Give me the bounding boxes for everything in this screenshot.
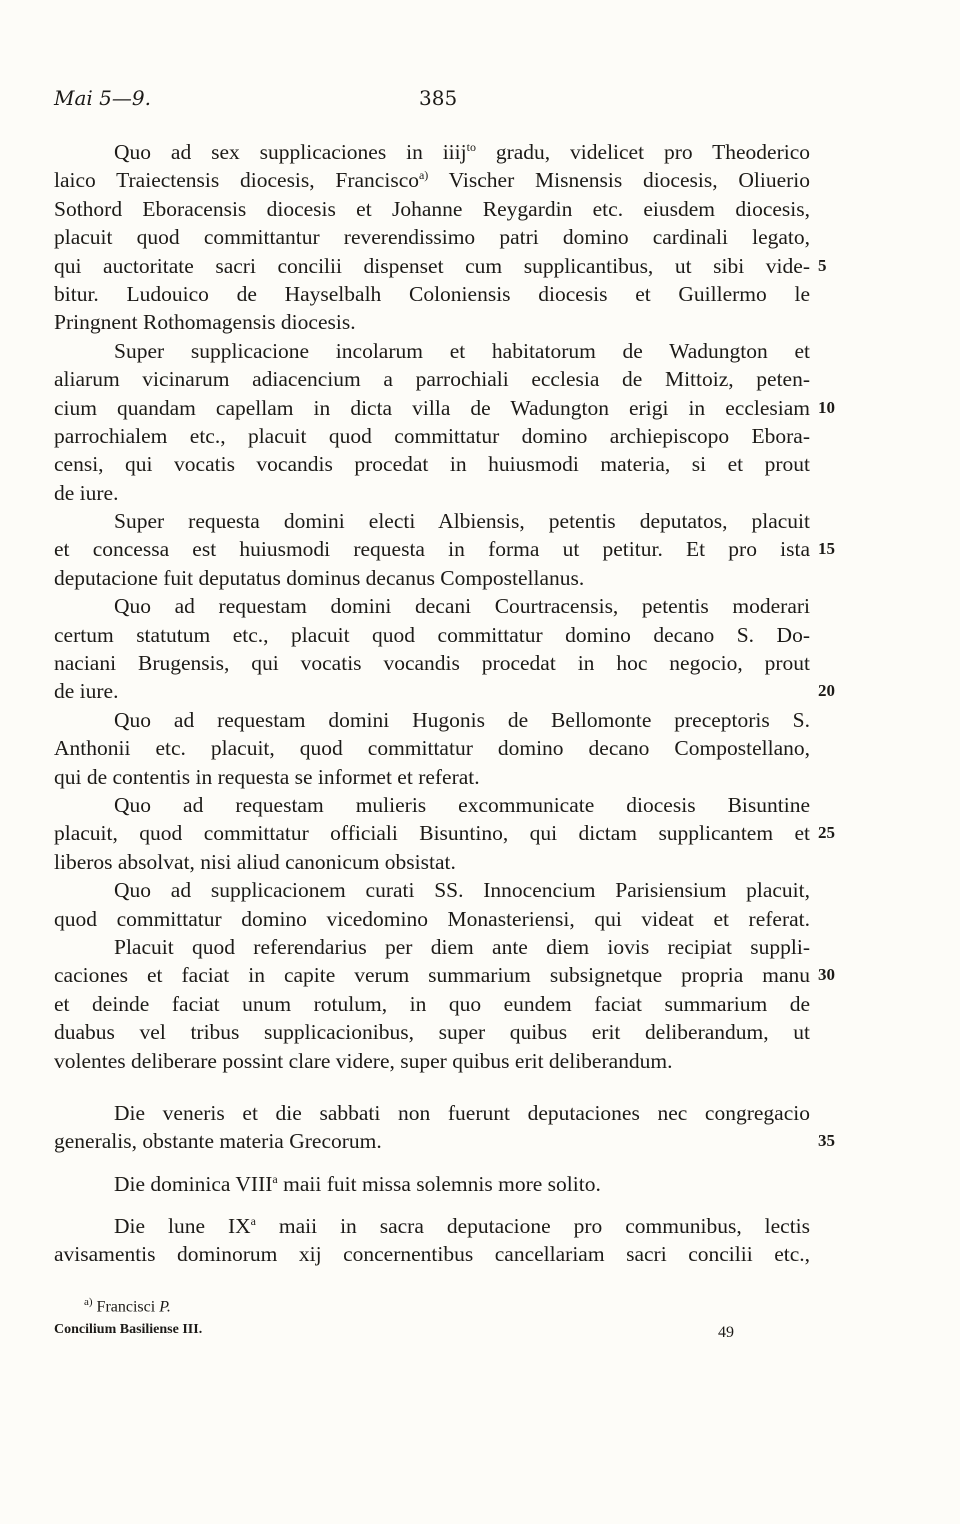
text-line: aliarum vicinarum adiacencium a parrochiali ecclesia de Mittoiz, peten-: [54, 367, 810, 392]
text-line: et deinde faciat unum rotulum, in quo eundem faciat summarium de: [54, 991, 810, 1016]
text-line: qui auctoritate sacri concilii dispenset cum supplicantibus, ut sibi vide- 5: [54, 252, 810, 280]
text-line: bitur. Ludouico de Hayselbalh Coloniensis diocesis et Guillermo le: [54, 281, 810, 306]
text-line: Die lune $IX^a$ maii in sacra deputacione pro communibus, lectis: [114, 1213, 811, 1239]
text-line: Super supplicacione incolarum et habitatorum de Wadungton et: [114, 338, 810, 363]
text-line: censi, qui vocatis vocandis procedat in huiusmodi materia, si et prout: [54, 452, 810, 477]
text-line: Pringnent Rothomagensis diocesis.: [54, 310, 356, 335]
series-title: Concilium Basiliense III.: [54, 1322, 203, 1337]
text-line: de iure. 20: [54, 677, 810, 705]
text-line: qui de contentis in requesta se informet et referat.: [54, 764, 480, 789]
text-line: generalis, obstante materia Grecorum. 35: [54, 1127, 810, 1155]
text-line: Quo ad requestam domini Hugonis de Bellomonte preceptoris S.: [114, 707, 810, 732]
footnote-italic: P.: [159, 1298, 171, 1316]
text-line: Sothord Eboracensis diocesis et Johanne Reygardin etc. eiusdem diocesis,: [54, 196, 810, 221]
text-line: certum statutum etc., placuit quod committatur domino decano S. Do-: [54, 622, 810, 647]
text-line: Quo ad requestam mulieris excommunicate diocesis Bisuntine: [114, 792, 810, 817]
text-line: Quo ad supplicacionem curati SS. Innocencium Parisiensium placuit,: [114, 878, 810, 903]
text-line: Die dominica VIII$^a$ maii fuit missa solemnis more solito.: [114, 1171, 601, 1196]
page-number: 385: [419, 86, 458, 110]
text-line: Quo ad requestam domini decani Courtracensis, petentis moderari: [114, 594, 810, 619]
line-number: 30: [818, 965, 835, 985]
line-number: 35: [818, 1131, 835, 1151]
main-text: [54, 138, 835, 1269]
text-line: deputacione fuit deputatus dominus decanus Compostellanus.: [54, 565, 585, 590]
text-line: caciones et faciat in capite verum summarium subsignetque propria manu 30: [54, 961, 810, 989]
text-line: parrochialem etc., placuit quod committatur domino archiepiscopo Ebora-: [54, 423, 810, 448]
text-line: avisamentis dominorum xij concernentibus cancellariam sacri concilii etc.,: [54, 1242, 810, 1267]
line-number: 25: [818, 823, 835, 843]
text-line: de iure.: [54, 480, 119, 505]
text-line: cium quandam capellam in dicta villa de Wadungton erigi in ecclesiam 10: [54, 394, 810, 422]
footnote-mark: a): [84, 1296, 93, 1308]
text-line: liberos absolvat, nisi aliud canonicum obsistat.: [54, 849, 456, 874]
text-line: Anthonii etc. placuit, quod committatur domino decano Compostellano,: [54, 736, 810, 761]
text-line: placuit quod committantur reverendissimo patri domino cardinali legato,: [54, 225, 810, 250]
text-line: Placuit quod referendarius per diem ante diem iovis recipiat suppli-: [114, 934, 810, 959]
text-line: duabus vel tribus supplicacionibus, super quibus erit deliberandum, ut: [54, 1020, 810, 1045]
text-line: et concessa est huiusmodi requesta in forma ut petitur. Et pro ista 15: [54, 535, 810, 563]
text-line: naciani Brugensis, qui vocatis vocandis procedat in hoc negocio, prout: [54, 651, 810, 676]
text-line: Die veneris et die sabbati non fuerunt deputaciones nec congregacio: [114, 1100, 810, 1125]
footnote-a: [54, 1296, 814, 1322]
line-number: 15: [818, 539, 835, 559]
text-line: Super requesta domini electi Albiensis, petentis deputatos, placuit: [114, 509, 810, 534]
signature-mark: 49: [718, 1324, 734, 1341]
footnotes: [54, 1296, 814, 1348]
section-title: Mai 5—9.: [54, 86, 151, 110]
footer: [54, 1322, 814, 1348]
running-head: [54, 86, 814, 116]
text-line: Quo ad sex supplicaciones in iiij$^{to}$ gradu, videlicet pro Theoderico: [114, 139, 811, 164]
line-number: 10: [818, 397, 835, 417]
text-line: volentes deliberare possint clare videre, super quibus erit deliberandum.: [54, 1048, 673, 1073]
line-number: 5: [818, 255, 827, 275]
text-line: laico Traiectensis diocesis, Francisco$^{a)}$ Vischer Misnensis diocesis, Oliuerio: [54, 168, 810, 193]
line-number: 20: [818, 681, 835, 701]
text-line: quod committatur domino vicedomino Monasteriensi, qui videat et referat.: [54, 906, 810, 931]
text-line: placuit, quod committatur officiali Bisuntino, qui dictam supplicantem et 25: [54, 819, 810, 847]
footnote-text: Francisci: [96, 1298, 156, 1316]
